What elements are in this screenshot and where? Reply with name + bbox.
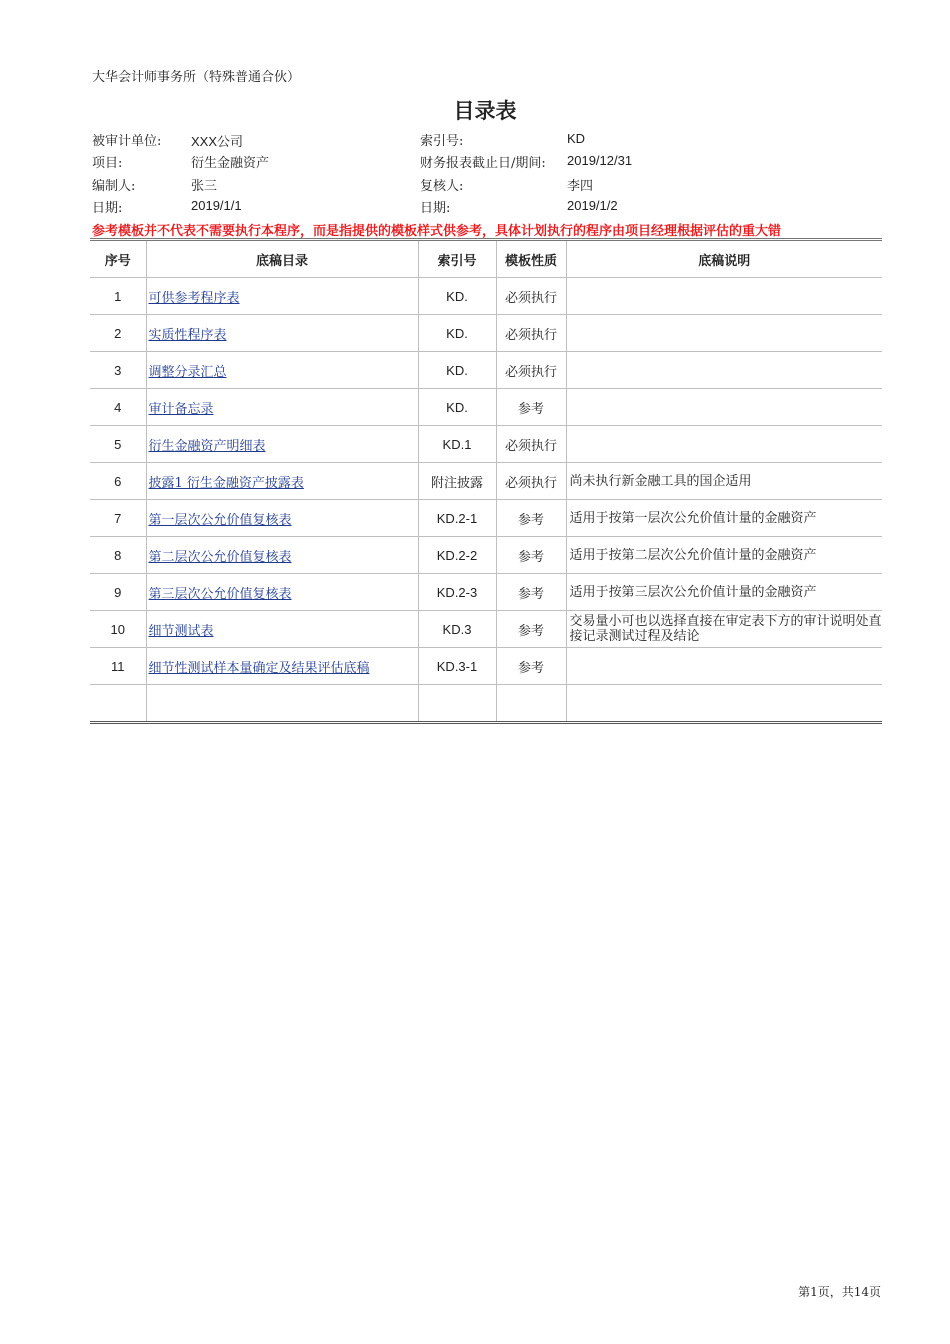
table-row bbox=[90, 389, 882, 426]
period-value: 2019/12/31 bbox=[567, 153, 633, 168]
table-row bbox=[90, 463, 882, 500]
table-row bbox=[90, 648, 882, 685]
row-index: KD. bbox=[418, 278, 496, 315]
row-link[interactable] bbox=[146, 500, 418, 537]
row-link[interactable] bbox=[146, 315, 418, 352]
row-link-text[interactable]: 可供参考程序表 bbox=[148, 290, 240, 306]
row-no: 9 bbox=[90, 574, 146, 611]
date1-value: 2019/1/1 bbox=[191, 198, 242, 213]
row-link-text[interactable]: 调整分录汇总 bbox=[148, 364, 227, 380]
row-desc: 适用于按第二层次公允价值计量的金融资产 bbox=[566, 537, 882, 574]
row-link[interactable] bbox=[146, 389, 418, 426]
table-row bbox=[90, 352, 882, 389]
row-nature: 参考 bbox=[496, 537, 566, 574]
row-link-text[interactable]: 细节性测试样本量确定及结果评估底稿 bbox=[148, 660, 370, 676]
page-footer: 第1页，共14页 bbox=[798, 1285, 881, 1299]
reviewer-value: 李四 bbox=[567, 179, 594, 194]
table-row bbox=[90, 500, 882, 537]
table-row bbox=[90, 537, 882, 574]
row-nature: 必须执行 bbox=[496, 463, 566, 500]
catalog-table bbox=[90, 241, 882, 724]
row-index: KD.1 bbox=[418, 426, 496, 463]
row-link[interactable] bbox=[146, 537, 418, 574]
project-value: 衍生金融资产 bbox=[191, 156, 270, 171]
row-index: KD. bbox=[418, 315, 496, 352]
row-desc bbox=[566, 278, 882, 315]
row-nature: 必须执行 bbox=[496, 352, 566, 389]
row-desc bbox=[566, 648, 882, 685]
header-nature: 模板性质 bbox=[496, 241, 566, 278]
row-nature: 参考 bbox=[496, 611, 566, 648]
period-label: 财务报表截止日/期间: bbox=[420, 156, 546, 171]
row-nature: 参考 bbox=[496, 574, 566, 611]
row-desc: 适用于按第一层次公允价值计量的金融资产 bbox=[566, 500, 882, 537]
project-label: 项目: bbox=[92, 156, 123, 171]
row-no: 2 bbox=[90, 315, 146, 352]
row-no: 7 bbox=[90, 500, 146, 537]
header-index: 索引号 bbox=[418, 241, 496, 278]
empty-cell bbox=[566, 685, 882, 723]
row-no: 5 bbox=[90, 426, 146, 463]
header-desc: 底稿说明 bbox=[566, 241, 882, 278]
table-row bbox=[90, 315, 882, 352]
row-link[interactable] bbox=[146, 611, 418, 648]
table-row bbox=[90, 574, 882, 611]
empty-cell bbox=[496, 685, 566, 723]
firm-name: 大华会计师事务所（特殊普通合伙） bbox=[92, 70, 301, 85]
row-index: KD.2-2 bbox=[418, 537, 496, 574]
row-desc bbox=[566, 389, 882, 426]
row-link[interactable] bbox=[146, 278, 418, 315]
row-no: 1 bbox=[90, 278, 146, 315]
row-index: 附注披露 bbox=[418, 463, 496, 500]
row-nature: 必须执行 bbox=[496, 426, 566, 463]
row-nature: 参考 bbox=[496, 500, 566, 537]
row-link-text[interactable]: 第三层次公允价值复核表 bbox=[148, 586, 292, 602]
row-nature: 必须执行 bbox=[496, 278, 566, 315]
date2-label: 日期: bbox=[420, 201, 451, 216]
row-desc bbox=[566, 352, 882, 389]
row-link[interactable] bbox=[146, 352, 418, 389]
date1-label: 日期: bbox=[92, 201, 123, 216]
empty-cell bbox=[418, 685, 496, 723]
table-row-empty bbox=[90, 685, 882, 723]
row-index: KD.2-3 bbox=[418, 574, 496, 611]
row-index: KD.2-1 bbox=[418, 500, 496, 537]
row-link[interactable] bbox=[146, 574, 418, 611]
row-nature: 参考 bbox=[496, 648, 566, 685]
row-link[interactable] bbox=[146, 648, 418, 685]
row-nature: 参考 bbox=[496, 389, 566, 426]
row-link-text[interactable]: 审计备忘录 bbox=[148, 401, 214, 417]
table-row bbox=[90, 278, 882, 315]
header-no: 序号 bbox=[90, 241, 146, 278]
table-row bbox=[90, 611, 882, 648]
table-header-row bbox=[90, 241, 882, 278]
empty-cell bbox=[146, 685, 418, 723]
row-no: 6 bbox=[90, 463, 146, 500]
row-no: 11 bbox=[90, 648, 146, 685]
row-index: KD.3-1 bbox=[418, 648, 496, 685]
page-title: 目录表 bbox=[453, 99, 517, 123]
row-desc: 交易量小可也以选择直接在审定表下方的审计说明处直接记录测试过程及结论 bbox=[566, 611, 882, 648]
row-no: 4 bbox=[90, 389, 146, 426]
empty-cell bbox=[90, 685, 146, 723]
row-link[interactable] bbox=[146, 463, 418, 500]
row-link-text[interactable]: 第二层次公允价值复核表 bbox=[148, 549, 292, 565]
row-no: 3 bbox=[90, 352, 146, 389]
row-link-text[interactable]: 细节测试表 bbox=[148, 623, 214, 639]
row-no: 8 bbox=[90, 537, 146, 574]
row-link-text[interactable]: 第一层次公允价值复核表 bbox=[148, 512, 292, 528]
row-link[interactable] bbox=[146, 426, 418, 463]
auditee-value: XXX公司 bbox=[191, 134, 244, 149]
row-desc: 适用于按第三层次公允价值计量的金融资产 bbox=[566, 574, 882, 611]
index-label: 索引号: bbox=[420, 134, 464, 149]
row-index: KD. bbox=[418, 389, 496, 426]
preparer-value: 张三 bbox=[191, 179, 218, 194]
reviewer-label: 复核人: bbox=[420, 179, 464, 194]
row-link-text[interactable]: 实质性程序表 bbox=[148, 327, 227, 343]
row-nature: 必须执行 bbox=[496, 315, 566, 352]
row-no: 10 bbox=[90, 611, 146, 648]
row-desc bbox=[566, 315, 882, 352]
row-index: KD.3 bbox=[418, 611, 496, 648]
row-index: KD. bbox=[418, 352, 496, 389]
row-desc bbox=[566, 426, 882, 463]
auditee-label: 被审计单位: bbox=[92, 134, 162, 149]
row-link-text[interactable]: 披露1 衍生金融资产披露表 bbox=[148, 475, 304, 491]
row-link-text[interactable]: 衍生金融资产明细表 bbox=[148, 438, 266, 454]
header-name: 底稿目录 bbox=[146, 241, 418, 278]
row-desc: 尚未执行新金融工具的国企适用 bbox=[566, 463, 882, 500]
date2-value: 2019/1/2 bbox=[567, 198, 618, 213]
index-value: KD bbox=[567, 131, 586, 146]
notice-text: 参考模板并不代表不需要执行本程序，而是指提供的模板样式供参考，具体计划执行的程序由项目经理根据评估的重大错 bbox=[92, 224, 782, 239]
table-row bbox=[90, 426, 882, 463]
preparer-label: 编制人: bbox=[92, 179, 136, 194]
